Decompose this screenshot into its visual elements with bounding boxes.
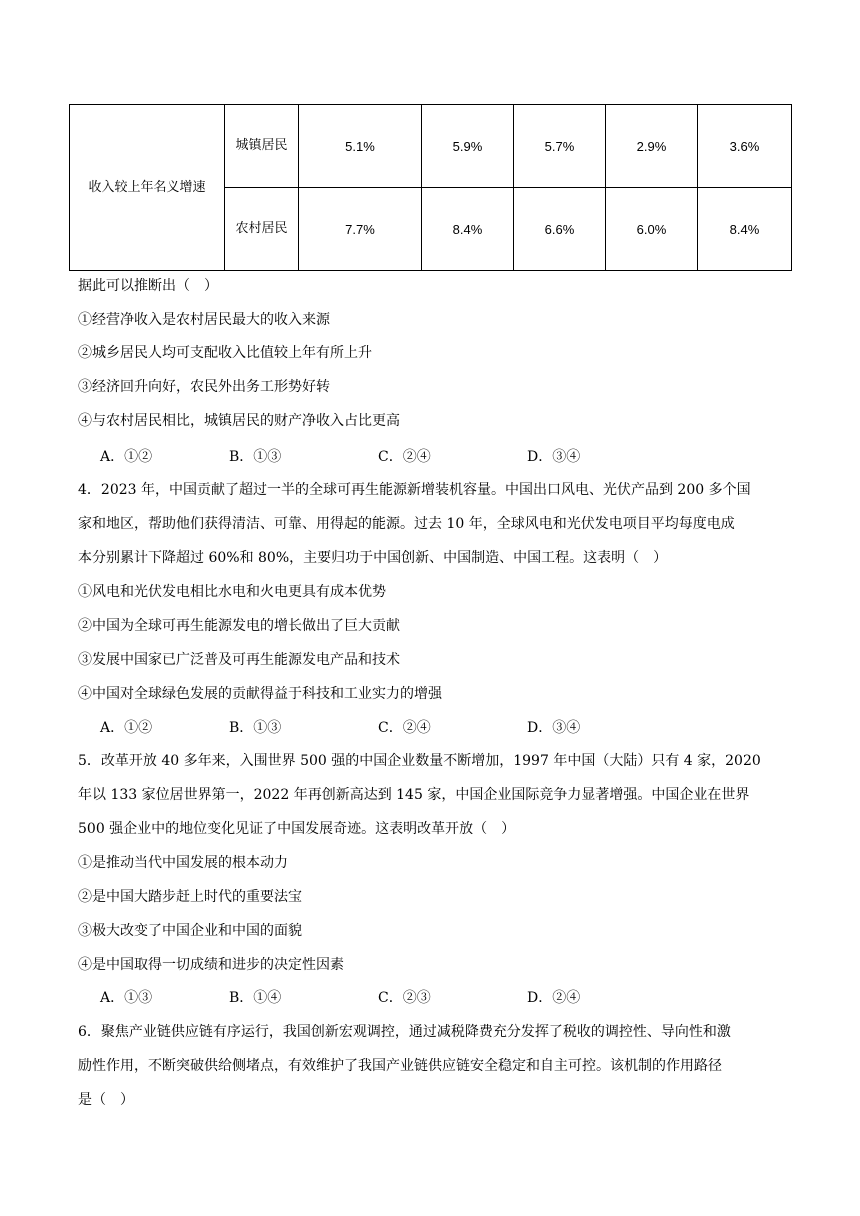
option-d[interactable]: D．②④ <box>527 990 581 1006</box>
q6-stem-line: 励性作用，不断突破供给侧堵点，有效维护了我国产业链供应链安全稳定和自主可控。该机制的作用路径 <box>78 1058 722 1074</box>
q5-item: ④是中国取得一切成绩和进步的决定性因素 <box>78 957 344 973</box>
q6-stem-line: 是（ ） <box>78 1092 134 1108</box>
option-a[interactable]: A．①③ <box>100 990 153 1006</box>
option-c[interactable]: C．②④ <box>378 720 431 736</box>
q3-item: ④与农村居民相比，城镇居民的财产净收入占比更高 <box>78 413 400 429</box>
table-cell: 8.4% <box>422 188 514 271</box>
table-cell: 2.9% <box>606 105 698 188</box>
row-label-urban: 城镇居民 <box>225 105 299 188</box>
table-cell: 6.0% <box>606 188 698 271</box>
table-cell: 5.1% <box>299 105 422 188</box>
q5-item: ①是推动当代中国发展的根本动力 <box>78 855 288 871</box>
table-cell: 5.9% <box>422 105 514 188</box>
table-cell: 7.7% <box>299 188 422 271</box>
q6-stem-line: 6．聚焦产业链供应链有序运行，我国创新宏观调控，通过减税降费充分发挥了税收的调控性、导向性和激 <box>78 1024 731 1040</box>
q5-item: ②是中国大踏步赶上时代的重要法宝 <box>78 889 302 905</box>
q4-item: ④中国对全球绿色发展的贡献得益于科技和工业实力的增强 <box>78 686 442 702</box>
option-c[interactable]: C．②④ <box>378 449 431 465</box>
option-d[interactable]: D．③④ <box>527 449 581 465</box>
table-cell: 3.6% <box>698 105 792 188</box>
q3-stem: 据此可以推断出（ ） <box>78 278 218 294</box>
option-b[interactable]: B．①④ <box>229 990 282 1006</box>
table-cell: 5.7% <box>514 105 606 188</box>
table-cell: 8.4% <box>698 188 792 271</box>
q4-item: ①风电和光伏发电相比水电和火电更具有成本优势 <box>78 584 386 600</box>
table-row-urban <box>70 105 792 188</box>
option-d[interactable]: D．③④ <box>527 720 581 736</box>
q3-item: ③经济回升向好，农民外出务工形势好转 <box>78 379 330 395</box>
q3-item: ②城乡居民人均可支配收入比值较上年有所上升 <box>78 345 372 361</box>
q4-stem-line: 本分别累计下降超过 60%和 80%，主要归功于中国创新、中国制造、中国工程。这表明（ ） <box>78 550 668 566</box>
q5-stem-line: 年以 133 家位居世界第一，2022 年再创新高达到 145 家，中国企业国际竞争力显著增强。中国企业在世界 <box>78 787 750 803</box>
row-header-cell <box>70 105 225 271</box>
q3-item: ①经营净收入是农村居民最大的收入来源 <box>78 312 330 328</box>
option-c[interactable]: C．②③ <box>378 990 431 1006</box>
option-b[interactable]: B．①③ <box>229 449 282 465</box>
q5-stem-line: 5．改革开放 40 多年来，入围世界 500 强的中国企业数量不断增加，1997 年中国（大陆）只有 4 家，2020 <box>78 753 761 769</box>
q5-stem-line: 500 强企业中的地位变化见证了中国发展奇迹。这表明改革开放（ ） <box>78 821 516 837</box>
table-cell: 6.6% <box>514 188 606 271</box>
option-a[interactable]: A．①② <box>100 720 153 736</box>
option-b[interactable]: B．①③ <box>229 720 282 736</box>
q4-stem-line: 4．2023 年，中国贡献了超过一半的全球可再生能源新增装机容量。中国出口风电、光伏产品到 200 多个国 <box>78 482 751 498</box>
row-label-rural: 农村居民 <box>225 188 299 271</box>
income-growth-table <box>69 104 792 271</box>
q4-item: ②中国为全球可再生能源发电的增长做出了巨大贡献 <box>78 618 400 634</box>
row-header-text: 收入较上年名义增速 <box>88 179 206 195</box>
option-a[interactable]: A．①② <box>100 449 153 465</box>
q4-item: ③发展中国家已广泛普及可再生能源发电产品和技术 <box>78 652 400 668</box>
q4-stem-line: 家和地区，帮助他们获得清洁、可靠、用得起的能源。过去 10 年，全球风电和光伏发电项目平均每度电成 <box>78 516 735 532</box>
q5-item: ③极大改变了中国企业和中国的面貌 <box>78 923 302 939</box>
